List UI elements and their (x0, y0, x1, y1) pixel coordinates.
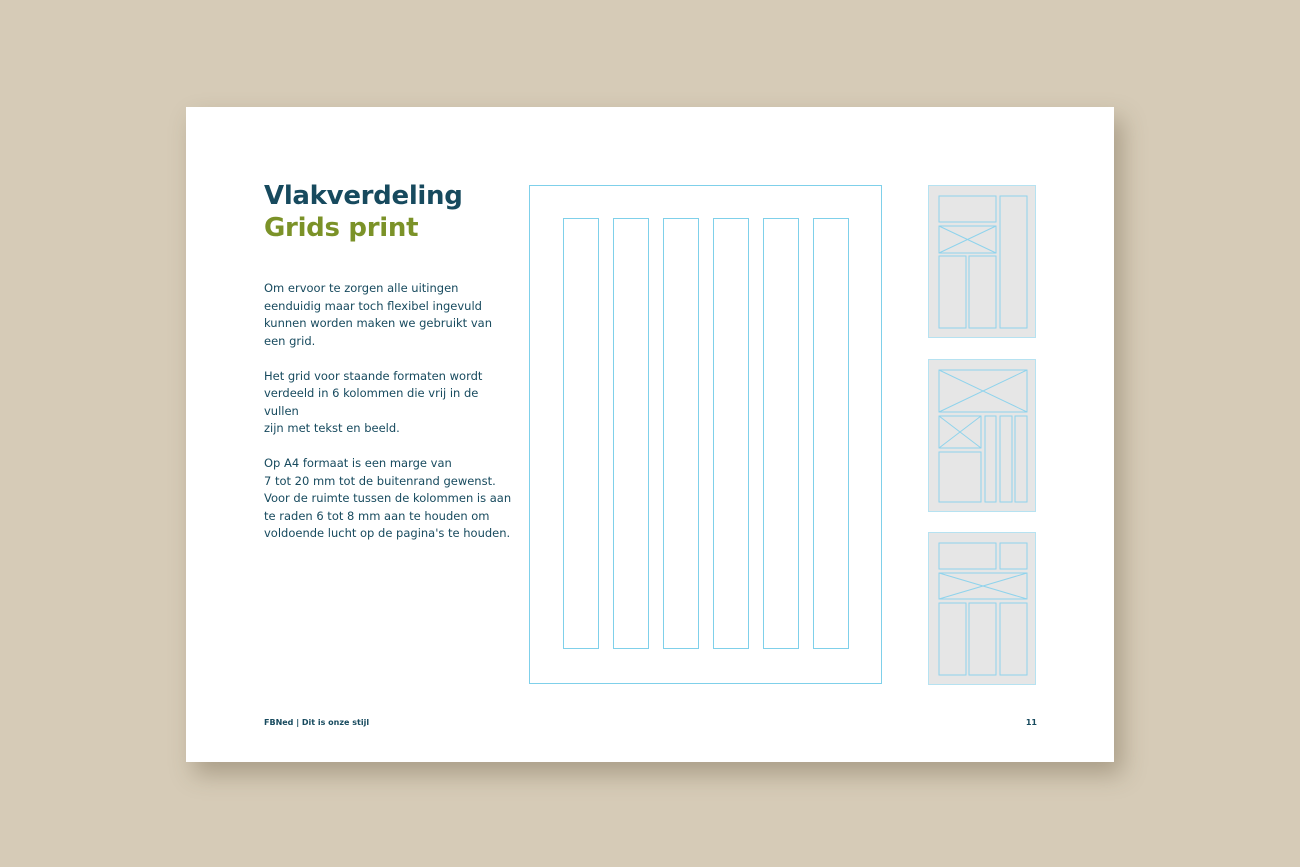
grid-column (713, 218, 749, 649)
paragraph-columns: Het grid voor staande formaten wordt verdeeld in 6 kolommen die vrij in de vullen zijn met tekst en beeld. (264, 368, 483, 435)
grid-column (563, 218, 599, 649)
layout-example-3 (928, 532, 1036, 685)
footer-brand: FBNed | Dit is onze stijl (264, 718, 370, 727)
paragraph-intro: Om ervoor te zorgen alle uitingen eenduidig maar toch flexibel ingevuld kunnen worden maken we gebruikt van een grid. (264, 281, 492, 348)
grid-column (763, 218, 799, 649)
page-subtitle: Grids print (264, 213, 419, 243)
grid-column (663, 218, 699, 649)
grid-column (813, 218, 849, 649)
column-grid-diagram (529, 185, 882, 684)
page-title: Vlakverdeling (264, 181, 463, 211)
grid-column (613, 218, 649, 649)
document-page (186, 107, 1114, 762)
page-heading (264, 180, 463, 244)
layout-example-2 (928, 359, 1036, 512)
layout-example-1 (928, 185, 1036, 338)
body-text (264, 280, 514, 560)
paragraph-margins: Op A4 formaat is een marge van 7 tot 20 mm tot de buitenrand gewenst. Voor de ruimte tussen de kolommen is aan te raden 6 tot 8 mm aan te houden om voldoende lucht op de pagina's te houden. (264, 456, 512, 540)
page-number: 11 (1025, 718, 1037, 727)
